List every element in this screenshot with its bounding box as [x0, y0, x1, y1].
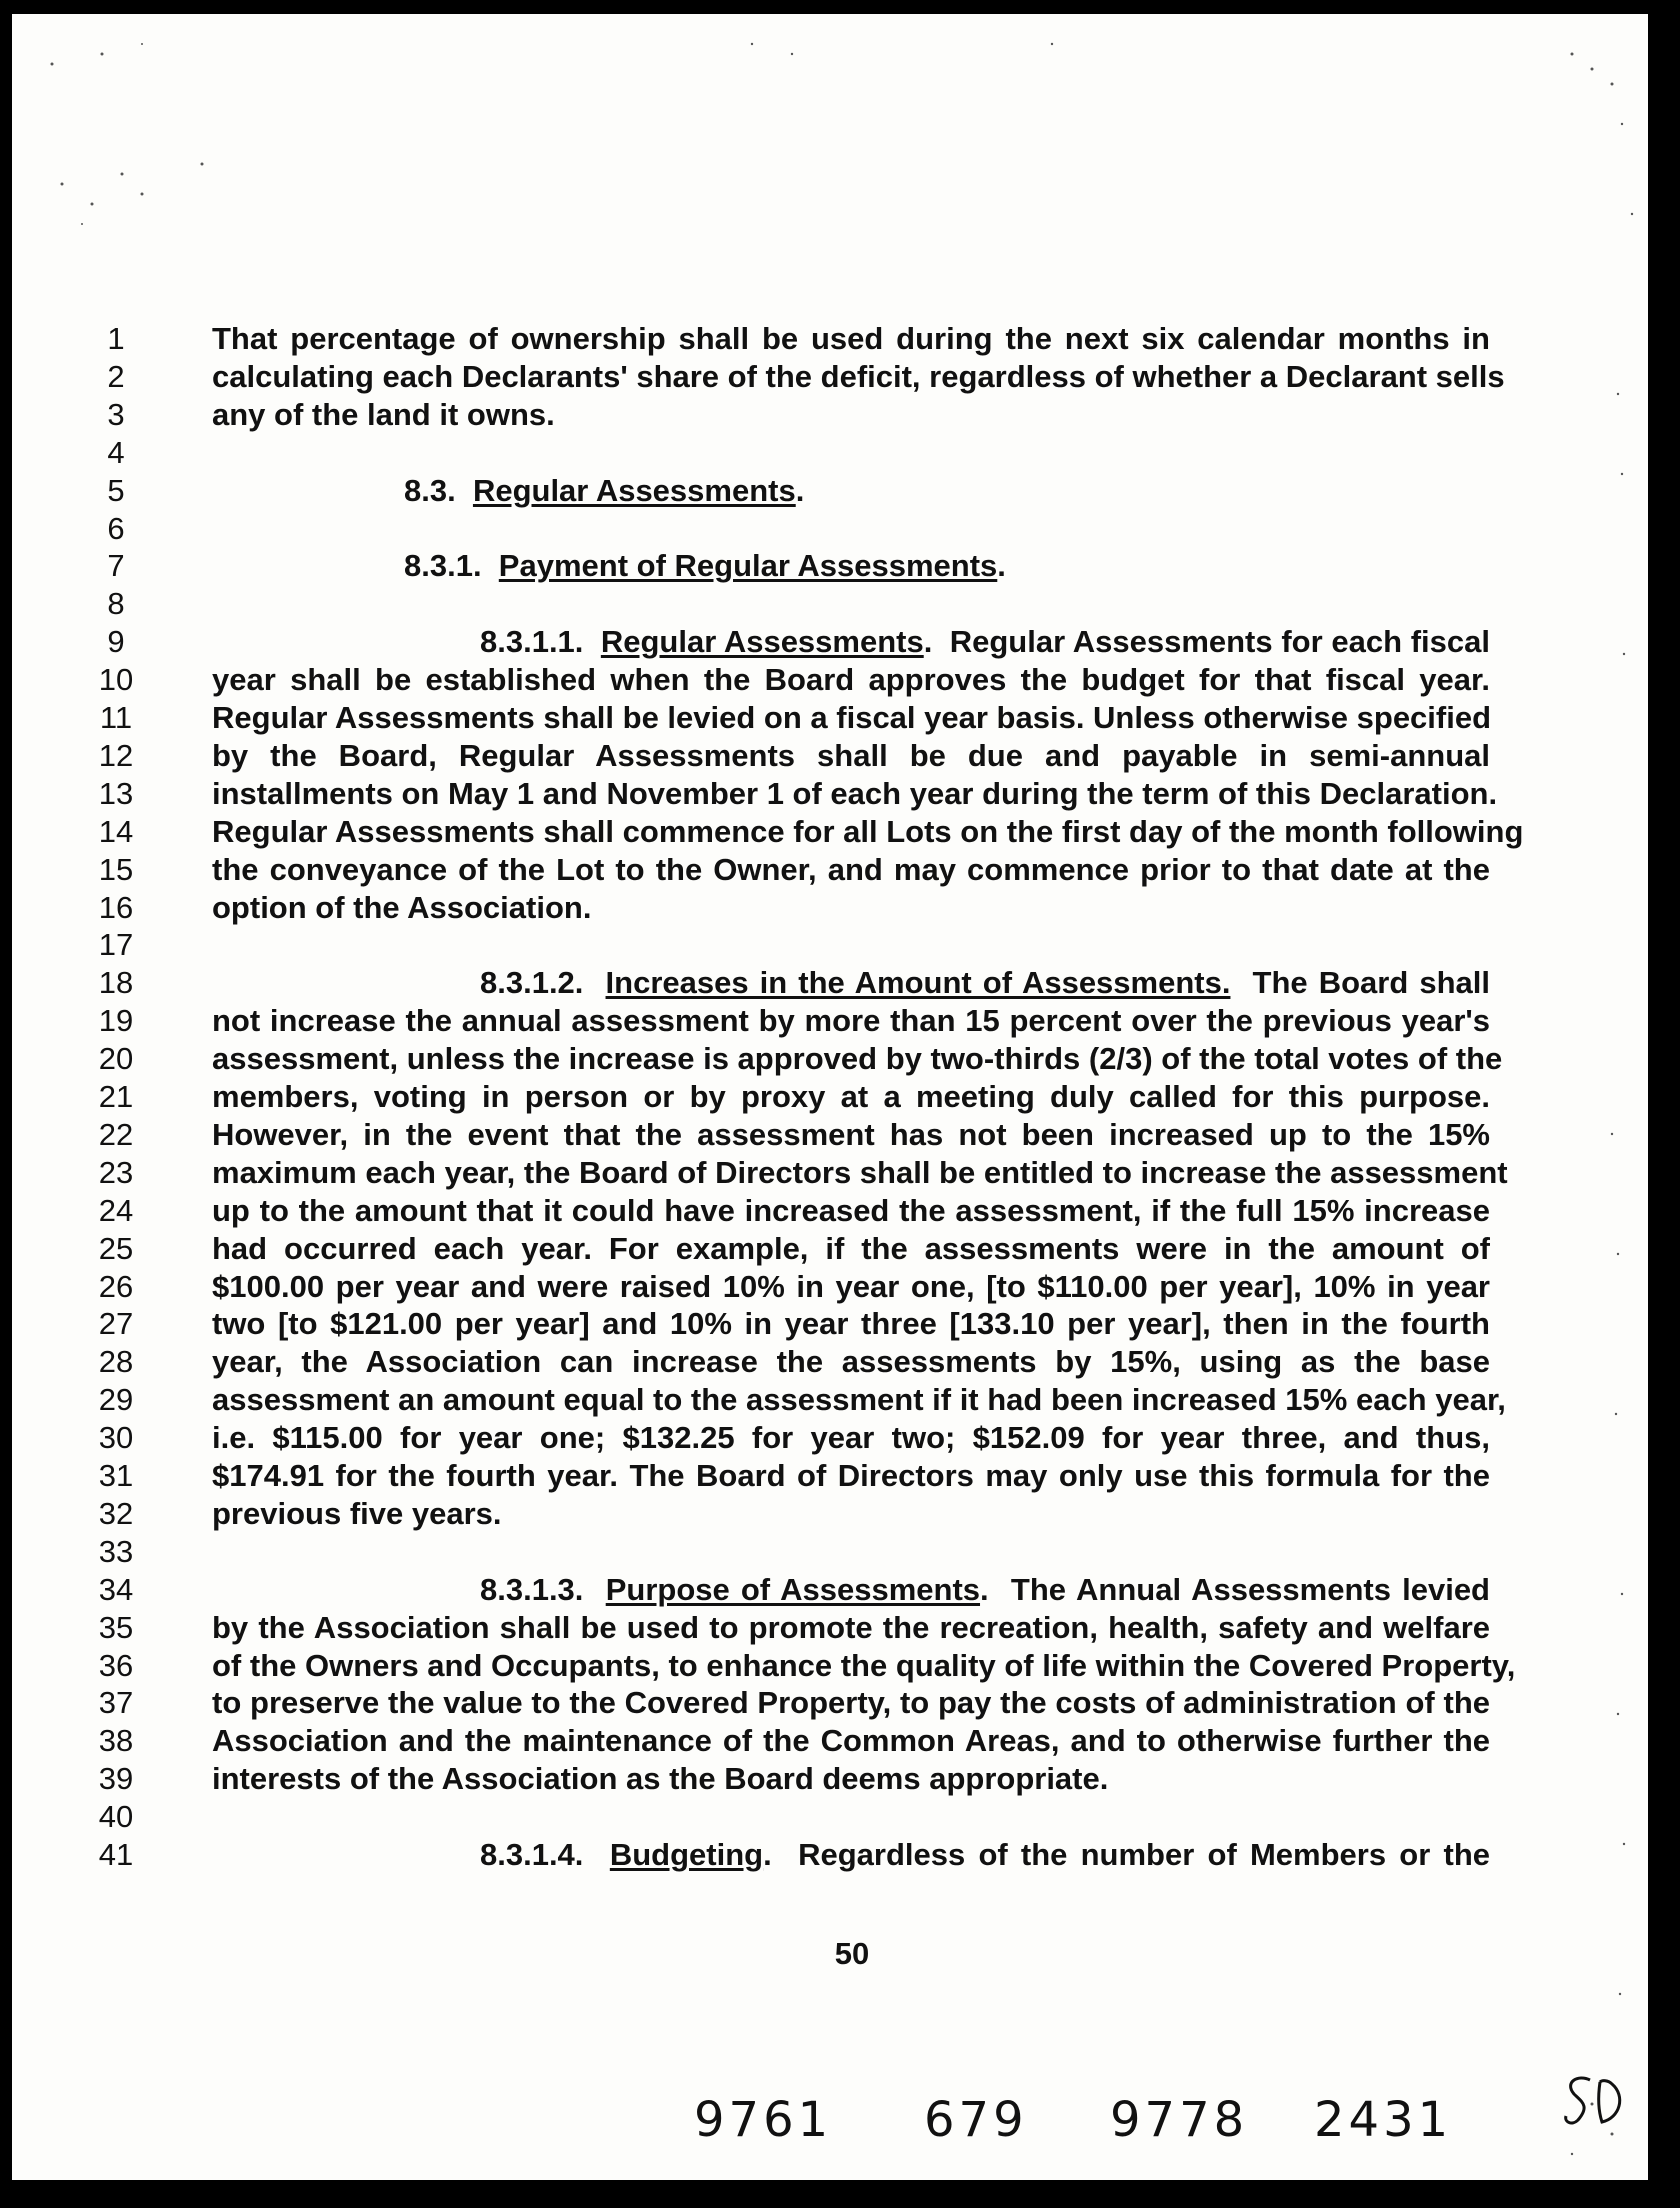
- line-number: 32: [98, 1495, 134, 1531]
- line-text: assessment an amount equal to the assessment if it had been increased 15% each year,: [212, 1382, 1506, 1418]
- line-number: 37: [98, 1685, 134, 1721]
- line-text: by the Association shall be used to promote the recreation, health, safety and welfare: [212, 1609, 1490, 1645]
- line-number: 28: [98, 1344, 134, 1380]
- line-number: 19: [98, 1003, 134, 1039]
- line-text: to preserve the value to the Covered Property, to pay the costs of administration of the: [212, 1685, 1490, 1721]
- line-text: by the Board, Regular Assessments shall be due and payable in semi-annual: [212, 737, 1490, 773]
- line-text: calculating each Declarants' share of the deficit, regardless of whether a Declarant sells: [212, 358, 1505, 394]
- stamp-number-3: 9778: [1110, 2092, 1249, 2148]
- section-title: Increases in the Amount of Assessments.: [605, 965, 1231, 1001]
- line-number: 36: [98, 1647, 134, 1683]
- stamp-number-2: 679: [924, 2092, 1028, 2148]
- line-number: 39: [98, 1761, 134, 1797]
- line-text: That percentage of ownership shall be used during the next six calendar months in: [212, 321, 1490, 356]
- line-number: 18: [98, 965, 134, 1001]
- stamp-number-1: 9761: [694, 2092, 833, 2148]
- section-text: . Regular Assessments for each fiscal: [923, 624, 1490, 660]
- line-number: 17: [98, 927, 134, 963]
- line-number: 41: [98, 1837, 134, 1872]
- section-title: Payment of Regular Assessments: [498, 548, 998, 584]
- line-text: not increase the annual assessment by more than 15 percent over the previous year's: [212, 1003, 1490, 1039]
- line-text: installments on May 1 and November 1 of each year during the term of this Declaration.: [212, 775, 1498, 811]
- stamp-number-4: 2431: [1314, 2092, 1453, 2148]
- line-number: 13: [98, 775, 134, 811]
- section-title: Regular Assessments: [600, 624, 924, 660]
- line-number: 14: [98, 813, 134, 849]
- line-number: 5: [107, 472, 125, 508]
- line-number: 20: [98, 1041, 134, 1077]
- section-text: . Regardless of the number of Members or the: [763, 1837, 1490, 1872]
- line-number: 31: [98, 1458, 134, 1493]
- section-text: .: [795, 472, 805, 508]
- line-text: maximum each year, the Board of Directors shall be entitled to increase the assessment: [212, 1154, 1508, 1190]
- line-text: had occurred each year. For example, if the assessments were in the amount of: [212, 1230, 1490, 1266]
- scan-noise: [12, 14, 1648, 2180]
- line-text: members, voting in person or by proxy at a meeting duly called for this purpose.: [212, 1079, 1490, 1114]
- line-text: two [to $121.00 per year] and 10% in year three [133.10 per year], then in the fourth: [212, 1306, 1490, 1342]
- line-text: Regular Assessments shall be levied on a fiscal year basis. Unless otherwise specified: [212, 700, 1492, 735]
- line-number: 6: [107, 510, 125, 546]
- section-text: The Board shall: [1230, 965, 1490, 1001]
- line-text: $174.91 for the fourth year. The Board of Directors may only use this formula for the: [212, 1458, 1490, 1493]
- line-number: 24: [98, 1192, 134, 1228]
- section-number: 8.3.1.1.: [480, 624, 601, 660]
- line-number: 1: [107, 321, 125, 356]
- section-title: Purpose of Assessments: [605, 1571, 981, 1607]
- line-text: previous five years.: [212, 1495, 502, 1531]
- line-number: 12: [98, 737, 134, 773]
- section-title: Budgeting: [609, 1837, 764, 1872]
- line-number: 26: [98, 1268, 134, 1304]
- line-number: 11: [99, 700, 133, 735]
- line-number: 30: [98, 1420, 134, 1456]
- line-number: 22: [98, 1116, 134, 1152]
- line-text: i.e. $115.00 for year one; $132.25 for year two; $152.09 for year three, and thus,: [212, 1420, 1490, 1456]
- line-number: 33: [98, 1533, 134, 1569]
- line-number: 8: [107, 586, 125, 622]
- section-title: Regular Assessments: [472, 472, 796, 508]
- line-number: 4: [107, 434, 125, 470]
- line-number: 9: [107, 624, 125, 660]
- line-text: Association and the maintenance of the Common Areas, and to otherwise further the: [212, 1723, 1490, 1759]
- section-number: 8.3.: [404, 472, 473, 508]
- line-text: year, the Association can increase the assessments by 15%, using as the base: [212, 1344, 1490, 1380]
- section-number: 8.3.1.3.: [480, 1571, 606, 1607]
- line-text: of the Owners and Occupants, to enhance the quality of life within the Covered Property,: [212, 1647, 1516, 1683]
- line-text: interests of the Association as the Board deems appropriate.: [212, 1761, 1109, 1797]
- line-number: 40: [98, 1799, 134, 1835]
- line-number: 23: [98, 1154, 134, 1190]
- section-number: 8.3.1.: [404, 548, 499, 584]
- line-number: 25: [98, 1230, 134, 1266]
- line-number: 34: [98, 1571, 134, 1607]
- section-number: 8.3.1.2.: [480, 965, 606, 1001]
- section-text: .: [997, 548, 1006, 584]
- line-number: 2: [107, 358, 125, 394]
- line-number: 15: [98, 851, 134, 887]
- line-text: any of the land it owns.: [212, 396, 555, 432]
- line-text: option of the Association.: [212, 889, 592, 925]
- line-number: 38: [98, 1723, 134, 1759]
- line-number: 7: [107, 548, 125, 584]
- line-text: Regular Assessments shall commence for all Lots on the first day of the month following: [212, 813, 1524, 849]
- line-number: 21: [98, 1079, 134, 1114]
- line-number: 10: [98, 662, 134, 698]
- line-text: the conveyance of the Lot to the Owner, and may commence prior to that date at the: [212, 851, 1490, 887]
- line-text: up to the amount that it could have increased the assessment, if the full 15% increase: [212, 1192, 1490, 1228]
- line-text: assessment, unless the increase is approved by two-thirds (2/3) of the total votes of the: [212, 1041, 1503, 1077]
- line-number: 35: [98, 1609, 134, 1645]
- line-number: 29: [98, 1382, 134, 1418]
- line-number: 3: [107, 396, 125, 432]
- page-number: 50: [834, 1936, 870, 1971]
- line-number: 16: [98, 889, 134, 925]
- line-text: However, in the event that the assessment has not been increased up to the 15%: [212, 1116, 1490, 1152]
- section-text: . The Annual Assessments levied: [980, 1571, 1490, 1607]
- line-text: $100.00 per year and were raised 10% in year one, [to $110.00 per year], 10% in year: [212, 1268, 1490, 1304]
- section-number: 8.3.1.4.: [480, 1837, 610, 1872]
- document-page: [12, 14, 1648, 2180]
- line-number: 27: [98, 1306, 134, 1342]
- line-text: year shall be established when the Board approves the budget for that fiscal year.: [212, 662, 1490, 698]
